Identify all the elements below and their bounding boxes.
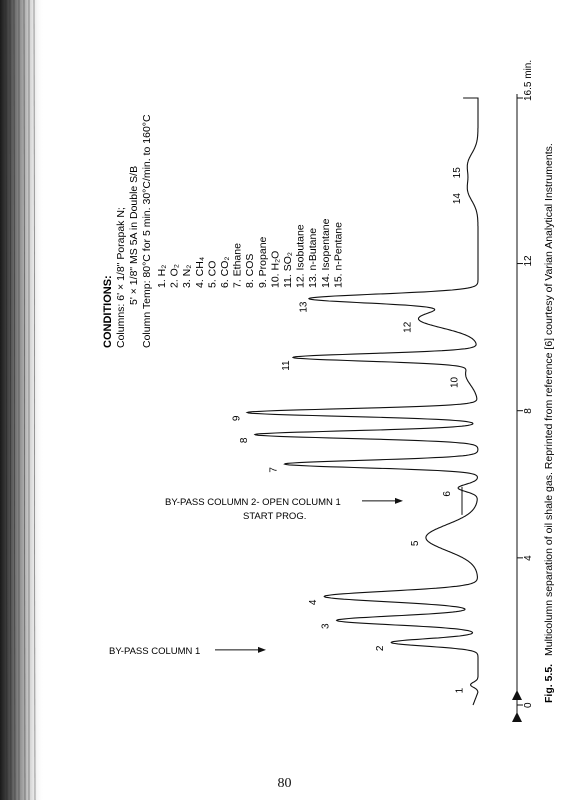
time-axis — [517, 60, 534, 713]
injection-marker-icon — [512, 712, 522, 722]
caption-text: Multicolumn separation of oil shale gas. Reprinted from reference [6] courtesy of Varian Analytical Instruments. — [543, 143, 555, 656]
peak-id-item: 13. n-Butane — [307, 227, 320, 288]
peak-label: 7 — [268, 467, 280, 473]
conditions-columns-line-2: 5' × 1/8" MS 5A in Double S/B — [128, 165, 140, 305]
peak-id-item: 12. Isobutane — [294, 224, 307, 288]
peak-label: 2 — [375, 645, 387, 652]
peak-id-item: 11. SO₂ — [282, 252, 294, 288]
peak-id-item: 14. Isopentane — [319, 218, 332, 288]
peak-id-item: 4. CH₄ — [193, 256, 206, 288]
time-axis-tick-label: 8 — [523, 408, 534, 414]
peak-label: 5 — [409, 540, 421, 547]
peak-id-item: 1. H₂ — [156, 264, 168, 288]
page-number: 80 — [277, 776, 292, 791]
time-axis-tick-label: 4 — [523, 555, 534, 561]
peak-label: 1 — [454, 687, 466, 694]
peak-id-item: 10. H₂O — [269, 250, 282, 288]
caption-label: Fig. 5.5. — [543, 663, 555, 703]
peak-id-item: 3. N₂ — [181, 264, 194, 288]
peak-id-item: 5. CO — [206, 260, 219, 288]
peak-id-item: 2. O₂ — [168, 264, 181, 288]
peak-label: 8 — [238, 437, 250, 444]
figure-caption — [543, 143, 555, 703]
peak-label: 3 — [320, 623, 332, 629]
peak-label: 12 — [402, 321, 414, 333]
peak-id-item: 8. COS — [244, 253, 257, 288]
peak-label: 4 — [308, 599, 320, 606]
annotation-bypass-column-2: BY-PASS COLUMN 2- OPEN COLUMN 1 — [165, 496, 341, 508]
conditions-heading: CONDITIONS: — [102, 275, 114, 348]
peak-label: 15 — [452, 167, 464, 179]
time-axis-tick-label: 16.5 min. — [523, 59, 534, 101]
peak-id-item: 15. n-Pentane — [332, 222, 345, 288]
conditions-columns-line: Columns: 6' × 1/8" Porapak N; — [115, 207, 127, 348]
event-annotations — [109, 487, 462, 657]
chromatogram-trace — [247, 98, 478, 705]
peak-label: 11 — [281, 360, 292, 371]
peak-label: 9 — [231, 415, 243, 422]
chromatogram-trace-line — [247, 98, 478, 705]
peak-identification-list — [156, 218, 344, 288]
conditions-temp-line: Column Temp: 80°C for 5 min. 30°C/min. to 160°C — [141, 114, 153, 348]
time-axis-tick-label: 0 — [523, 702, 534, 708]
baseline-start-marker-icon — [512, 690, 522, 700]
peak-id-item: 6. CO₂ — [219, 256, 231, 288]
peak-label: 13 — [298, 301, 310, 313]
arrow-right-icon — [395, 498, 403, 504]
annotation-start-prog: START PROG. — [243, 510, 307, 522]
peak-label: 10 — [449, 376, 461, 389]
peak-label: 14 — [452, 193, 464, 205]
annotation-bypass-column-1: BY-PASS COLUMN 1 — [109, 645, 201, 657]
peak-id-item: 9. Propane — [256, 236, 269, 288]
arrow-right-icon — [258, 647, 266, 653]
peak-label: 6 — [442, 491, 454, 497]
peak-id-item: 7. Ethane — [231, 243, 244, 288]
time-axis-tick-label: 12 — [523, 255, 534, 267]
